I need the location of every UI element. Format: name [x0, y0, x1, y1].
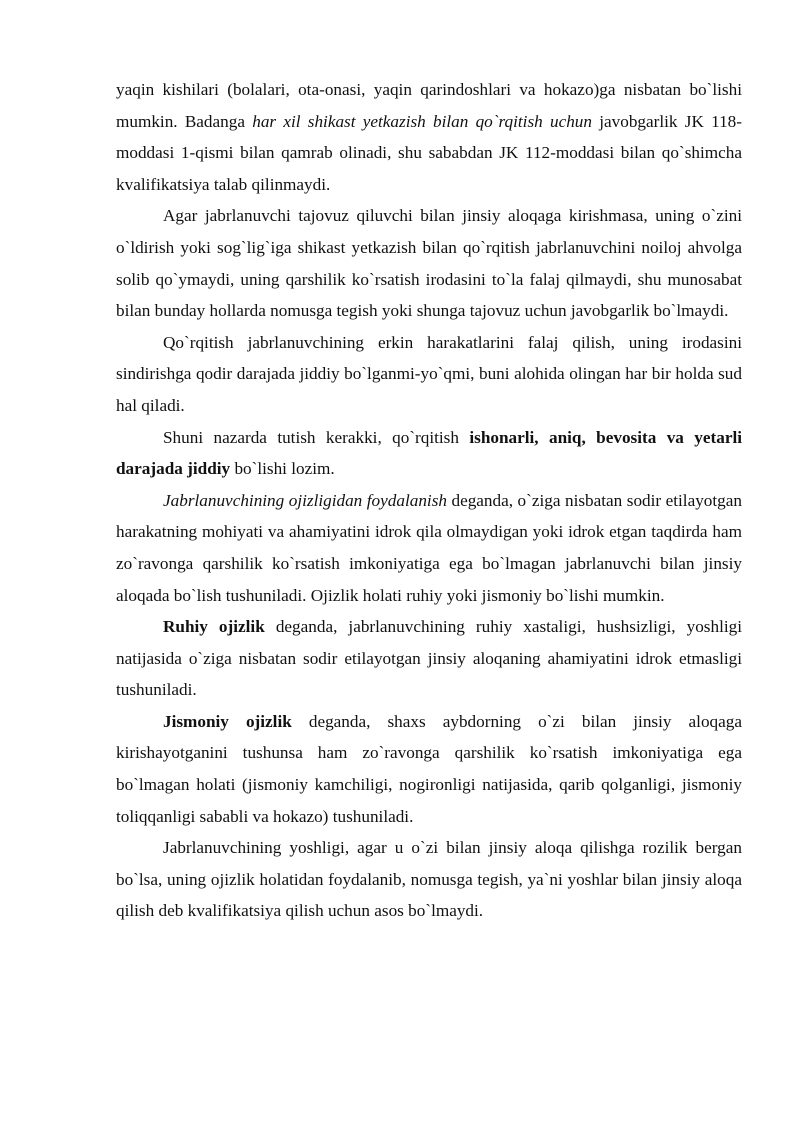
paragraph: [116, 74, 742, 200]
text-run: Shuni nazarda tutish kerakki, qo`rqitish: [163, 427, 470, 447]
bold-text: Jismoniy ojizlik: [163, 711, 292, 731]
paragraph: [116, 422, 742, 485]
paragraph: [116, 485, 742, 611]
paragraph: [116, 611, 742, 706]
italic-text: har xil shikast yetkazish bilan qo`rqitish uchun: [252, 111, 592, 131]
text-run: javobgarlik JK 118-moddasi 1-qismi bilan qamrab olinadi, shu sababdan JK 112-moddasi bilan qo`shimcha kvalifikatsiya talab qilinmaydi.: [116, 111, 742, 194]
paragraph: [116, 832, 742, 927]
paragraph: [116, 706, 742, 832]
text-run: Qo`rqitish jabrlanuvchining erkin harakatlarini falaj qilish, uning irodasini sindirishga qodir darajada jiddiy bo`lganmi-yo`qmi, buni alohida olingan har bir holda sud hal qiladi.: [116, 332, 742, 415]
paragraph: [116, 200, 742, 326]
bold-text: Ruhiy ojizlik: [163, 617, 265, 637]
text-run: Agar jabrlanuvchi tajovuz qiluvchi bilan jinsiy aloqaga kirishmasa, uning o`zini o`ldirish yoki sog`lig`iga shikast yetkazish bilan qo`rqitish jabrlanuvchini noiloj ahvolga solib qo`ymaydi, uning qarshilik ko`rsatish irodasini to`la falaj qilmaydi, shu munosabat bilan bunday hollarda nomusga tegish yoki shunga tajovuz uchun javobgarlik bo`lmaydi.: [116, 206, 742, 321]
text-run: deganda, o`ziga nisbatan sodir etilayotgan harakatning mohiyati va ahamiyatini idrok qila olmaydigan yoki idrok etgan taqdirda ham zo`ravonga qarshilik ko`rsatish imkoniyatiga ega bo`lmagan jabrlanuvchi bilan jinsiy aloqada bo`lish tushuniladi. Ojizlik holati ruhiy yoki jismoniy bo`lishi mumkin.: [116, 490, 742, 605]
text-run: bo`lishi lozim.: [230, 459, 335, 479]
text-run: deganda, shaxs aybdorning o`zi bilan jinsiy aloqaga kirishayotganini tushunsa ham zo`ravonga qarshilik ko`rsatish imkoniyatiga ega bo`lmagan holati (jismoniy kamchiligi, nogironligi natijasida, qarib qolganligi, jismoniy toliqqanligi sababli va hokazo) tushuniladi.: [116, 711, 742, 826]
paragraph: [116, 327, 742, 422]
document-body: [116, 74, 742, 927]
text-run: yaqin kishilari (bolalari, ota-onasi, yaqin qarindoshlari va hokazo)ga nisbatan bo`lishi mumkin. Badanga: [116, 80, 742, 131]
bold-text: ishonarli, aniq, bevosita va yetarli darajada jiddiy: [116, 427, 742, 479]
text-run: deganda, jabrlanuvchining ruhiy xastaligi, hushsizligi, yoshligi natijasida o`ziga nisbatan sodir etilayotgan jinsiy aloqaning ahamiyatini idrok etmasligi tushuniladi.: [116, 617, 743, 700]
text-run: Jabrlanuvchining yoshligi, agar u o`zi bilan jinsiy aloqa qilishga rozilik bergan bo`lsa, uning ojizlik holatidan foydalanib, nomusga tegish, ya`ni yoshlar bilan jinsiy aloqa qilish deb kvalifikatsiya qilish uchun asos bo`lmaydi.: [116, 838, 742, 921]
italic-text: Jabrlanuvchining ojizligidan foydalanish: [163, 490, 447, 510]
